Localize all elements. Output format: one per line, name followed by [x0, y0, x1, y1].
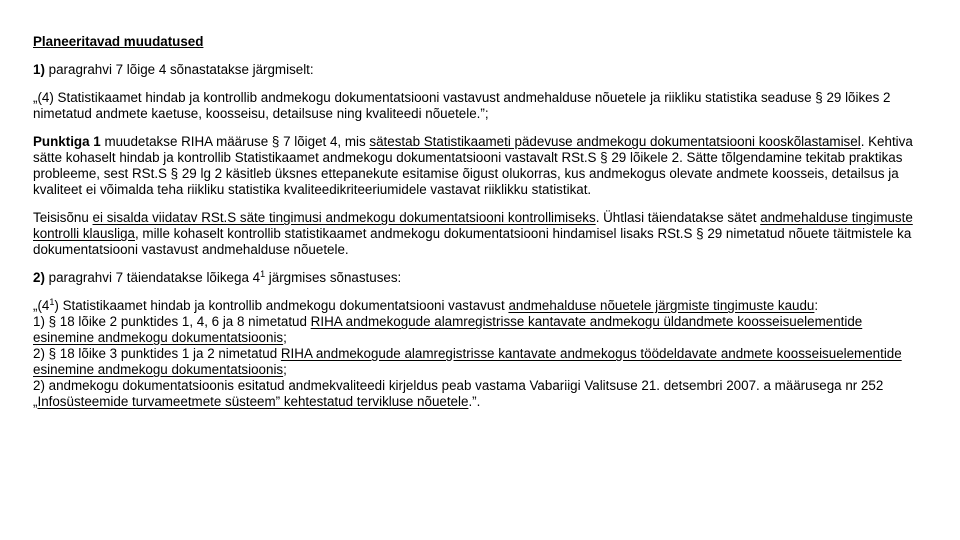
amendment-1-wording: „(4) Statistikaamet hindab ja kontrollib andmekogu dokumentatsiooni vastavust andmehalduse nõuetele ja riikliku statistika seaduse § 29 lõikes 2 nimetatud andmete kaetuse, koosseisu, detailsuse ning kvaliteedi nõuetele.”; [33, 90, 891, 121]
amendment-2-intro: 2) paragrahvi 7 täiendatakse lõikega $4^1$ järgmises sõnastuses: [33, 269, 402, 285]
wording-line: 2) § 18 lõike 3 punktides 1 ja 2 nimetatud RIHA andmekogude alamregistrisse kantavate andmekogus töödeldavate andmete koosseisuelementide esinemine andmekogu dokumentatsioonis; [33, 346, 902, 377]
underlined-phrase: RIHA andmekogude alamregistrisse kantavate andmekogus töödeldavate andmete koosseisuelementide esinemine andmekogu dokumentatsioonis [33, 346, 902, 377]
underlined-phrase: andmehalduse nõuetele järgmiste tingimuste kaudu [508, 298, 815, 313]
wording-line: 1) § 18 lõike 2 punktides 1, 4, 6 ja 8 nimetatud RIHA andmekogude alamregistrisse kantavate andmekogu üldandmete koosseisuelementide esinemine andmekogu dokumentatsioonis; [33, 314, 863, 345]
amendment-text: paragrahvi 7 lõige 4 sõnastatakse järgmiselt: [44, 62, 314, 77]
underlined-phrase: Infosüsteemide turvameetmete süsteem” kehtestatud tervikluse nõuetele [37, 394, 469, 409]
amendment-number: 1) [33, 62, 45, 77]
point-reference: Punktiga 1 [33, 134, 101, 149]
explanation-paragraph-2: Teisisõnu ei sisalda viidatav RSt.S säte tingimusi andmekogu dokumentatsiooni kontrollimiseks. Ühtlasi täiendatakse sätet andmehalduse tingimuste kontrolli klausliga, mille kohaselt kontrollib statistikaamet andmekogu dokumentatsiooni hindamisel lisaks RSt.S § 29 nimetatud nõuete täitmistele ka dokumentatsiooni vastavust andmehalduse nõuetele. [33, 210, 913, 257]
superscript: 1 [260, 269, 266, 279]
document-body [33, 34, 913, 422]
explanation-paragraph-1: Punktiga 1 muudetakse RIHA määruse § 7 lõiget 4, mis sätestab Statistikaameti pädevuse andmekogu dokumentatsiooni kooskõlastamisel. Kehtiva sätte kohaselt hindab ja kontrollib Statistikaamet andmekogu dokumentatsiooni vastavalt RSt.S § 29 lõikele 2. Sätte tõlgendamine tekitab praktikas probleeme, sest RSt.S § 29 lg 2 käsitleb üksnes ettepanekute esitamise õigust olukorras, kus andmekogus olevate andmete koosseis, detailsus ja kvaliteet ei võimalda teha riikliku statistika kvaliteedikriteeriumidele vastavat riiklikku statistikat. [33, 134, 913, 197]
section-title: Planeeritavad muudatused [33, 34, 204, 49]
amendment-2-wording [33, 298, 913, 410]
amendment-number: 2) [33, 270, 45, 285]
amendment-1-intro [33, 62, 913, 78]
underlined-phrase: ei sisalda viidatav RSt.S säte tingimusi andmekogu dokumentatsiooni kontrollimiseks [92, 210, 596, 225]
underlined-phrase: RIHA andmekogude alamregistrisse kantavate andmekogu üldandmete koosseisuelementide esinemine andmekogu dokumentatsioonis [33, 314, 863, 345]
underlined-phrase: andmehalduse tingimuste kontrolli klausliga [33, 210, 913, 241]
wording-line: 2) andmekogu dokumentatsioonis esitatud andmekvaliteedi kirjeldus peab vastama Vabariigi Valitsuse 21. detsembri 2007. a määrusega nr 252 „Infosüsteemide turvameetmete süsteem” kehtestatud tervikluse nõuetele.”. [33, 378, 884, 409]
superscript: 1 [49, 297, 55, 307]
underlined-phrase: sätestab Statistikaameti pädevuse andmekogu dokumentatsiooni kooskõlastamisel [369, 134, 861, 149]
wording-line: $„(4^1)$ Statistikaamet hindab ja kontrollib andmekogu dokumentatsiooni vastavust andmehalduse nõuetele järgmiste tingimuste kaudu: [33, 297, 819, 313]
